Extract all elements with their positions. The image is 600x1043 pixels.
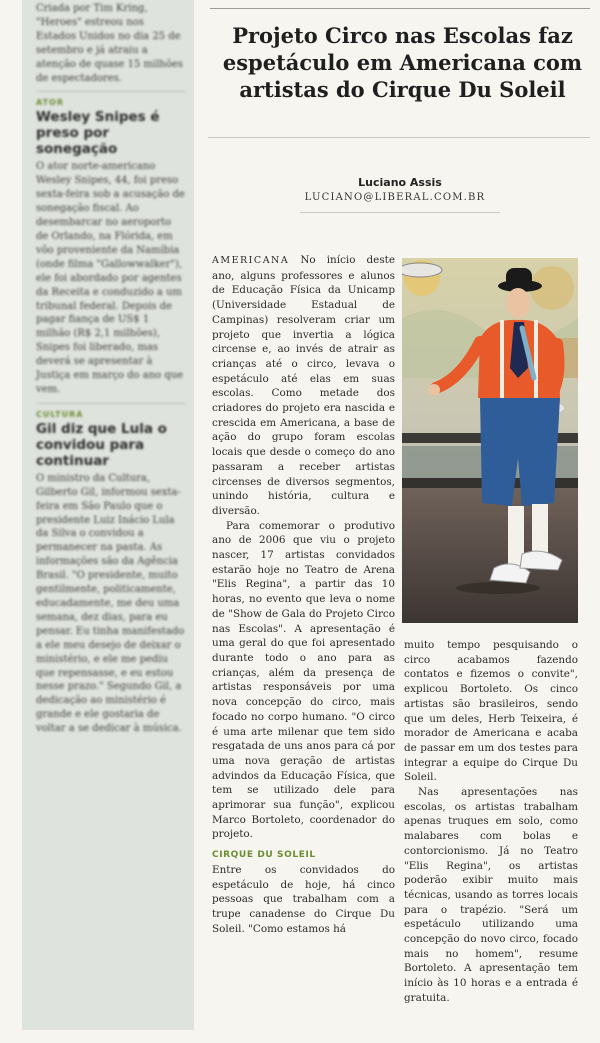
section-subhead: CIRQUE DU SOLEIL bbox=[212, 850, 316, 861]
brief1-headline: Wesley Snipes é preso por sonegação bbox=[36, 109, 160, 158]
article-column-2 bbox=[404, 638, 578, 1006]
paragraph: Entre os convidados do espetáculo de hoje, há cinco pessoas que trabalham com a trupe canadense do Cirque Du Soleil. "Como estamos há bbox=[212, 863, 395, 935]
sidebar-divider bbox=[36, 403, 186, 404]
top-rule bbox=[210, 0, 590, 9]
sidebar-top-text: Criada por Tim Kring, "Heroes" estreou nos Estados Unidos no dia 25 de setembro e já atraiu a atenção de quase 15 milhões de espectadores. bbox=[36, 3, 183, 84]
headline-rule bbox=[208, 137, 590, 138]
author-email[interactable]: LUCIANO@LIBERAL.COM.BR bbox=[304, 192, 486, 203]
paragraph-text: No início deste ano, alguns professores e alunos de Educação Física da Unicamp (Universidade Estadual de Campinas) resolveram criar um projeto que invertia a lógica circense e, ao invés de atrair as crianças até o circo, levava o espetáculo até elas em suas escolas. Como metade dos criadores do projeto era nascida e crescida em Americana, a base de ação do grupo foram escolas locais que desde o começo do ano passaram a receber artistas circenses de diversos segmentos, unindo história, cultura e diversão. bbox=[212, 254, 395, 517]
article-headline: Projeto Circo nas Escolas faz espetáculo em Americana com artistas do Cirque Du Soleil bbox=[222, 23, 583, 102]
juggler-photo-illustration bbox=[402, 258, 578, 623]
author-name: Luciano Assis bbox=[358, 176, 442, 189]
byline-rule bbox=[300, 212, 500, 213]
brief2-body: O ministro da Cultura, Gilberto Gil, informou sexta-feira em São Paulo que o presidente Luiz Inácio Lula da Silva o convidou a permanecer na pasta. As informações são da Agência Brasil. "O presidente, muito gentilmente, politicamente, educadamente, me deu uma semana, dez dias, para eu pensar. Eu tinha manifestado a ele meu desejo de deixar o ministério, e ele me pediu que repensasse, e eu estou nesse prazo." Segundo Gil, a dedicação ao ministério é grande e ele gostaria de voltar a se dedicar à música. bbox=[36, 472, 185, 735]
paragraph bbox=[212, 253, 395, 519]
brief1-body: O ator norte-americano Wesley Snipes, 44, foi preso sexta-feira sob a acusação de sonegação fiscal. Ao desembarcar no aeroporto de Orlando, na Flórida, em vôo proveniente da Namíbia (onde filma "Gallowwalker"), ele foi abordado por agentes da Receita e conduzido a um tribunal federal. Depois de pagar fiança de US$ 1 milhão (R$ 2,1 milhões), Snipes foi liberado, mas deverá se apresentar à Justiça em março do ano que vem. bbox=[36, 161, 185, 395]
article-photo bbox=[402, 258, 578, 623]
sidebar-briefs bbox=[22, 0, 194, 1030]
sidebar-divider bbox=[36, 91, 186, 92]
brief2-headline: Gil diz que Lula o convidou para continuar bbox=[36, 420, 167, 469]
brief1-tag: ATOR bbox=[36, 98, 64, 108]
brief2-tag: CULTURA bbox=[36, 409, 84, 419]
paragraph: muito tempo pesquisando o circo acabamos fazendo contatos e fizemos o convite", explicou Bortoleto. Os cinco artistas são brasileiros, sendo que um deles, Herb Teixeira, é morador de Americana e acaba de passar em um dos testes para integrar a equipe do Cirque Du Soleil. bbox=[404, 639, 578, 784]
paragraph: Nas apresentações nas escolas, os artistas trabalham apenas truques em solo, como malabares com bolas e contorcionismo. Já no Teatro "Elis Regina", os artistas poderão exibir muito mais técnicas, usando as torres locais para o trapézio. "Será um espetáculo utilizando uma concepção do novo circo, focado mais no homem", resume Bortoleto. A apresentação tem início às 10 horas e a entrada é gratuita. bbox=[404, 786, 578, 1004]
article-column-1 bbox=[212, 253, 395, 936]
paragraph: Para comemorar o produtivo ano de 2006 que viu o projeto nascer, 17 artistas convidados estarão hoje no Teatro de Arena "Elis Regina", a partir das 10 horas, no evento que leva o nome de "Show de Gala do Projeto Circo nas Escolas". A apresentação é uma geral do que foi apresentado durante todo o ano para as crianças, além da presença de artistas responsáveis por uma nova concepção do circo, mais focado no corpo humano. "O circo é uma arte milenar que tem sido resgatada de uns anos para cá por uma nova geração de artistas advindos da Educação Física, que tem se utilizado dele para aprimorar sua função", explicou Marco Bortoleto, coordenador do projeto. bbox=[212, 519, 395, 841]
dateline: AMERICANA bbox=[212, 255, 290, 266]
